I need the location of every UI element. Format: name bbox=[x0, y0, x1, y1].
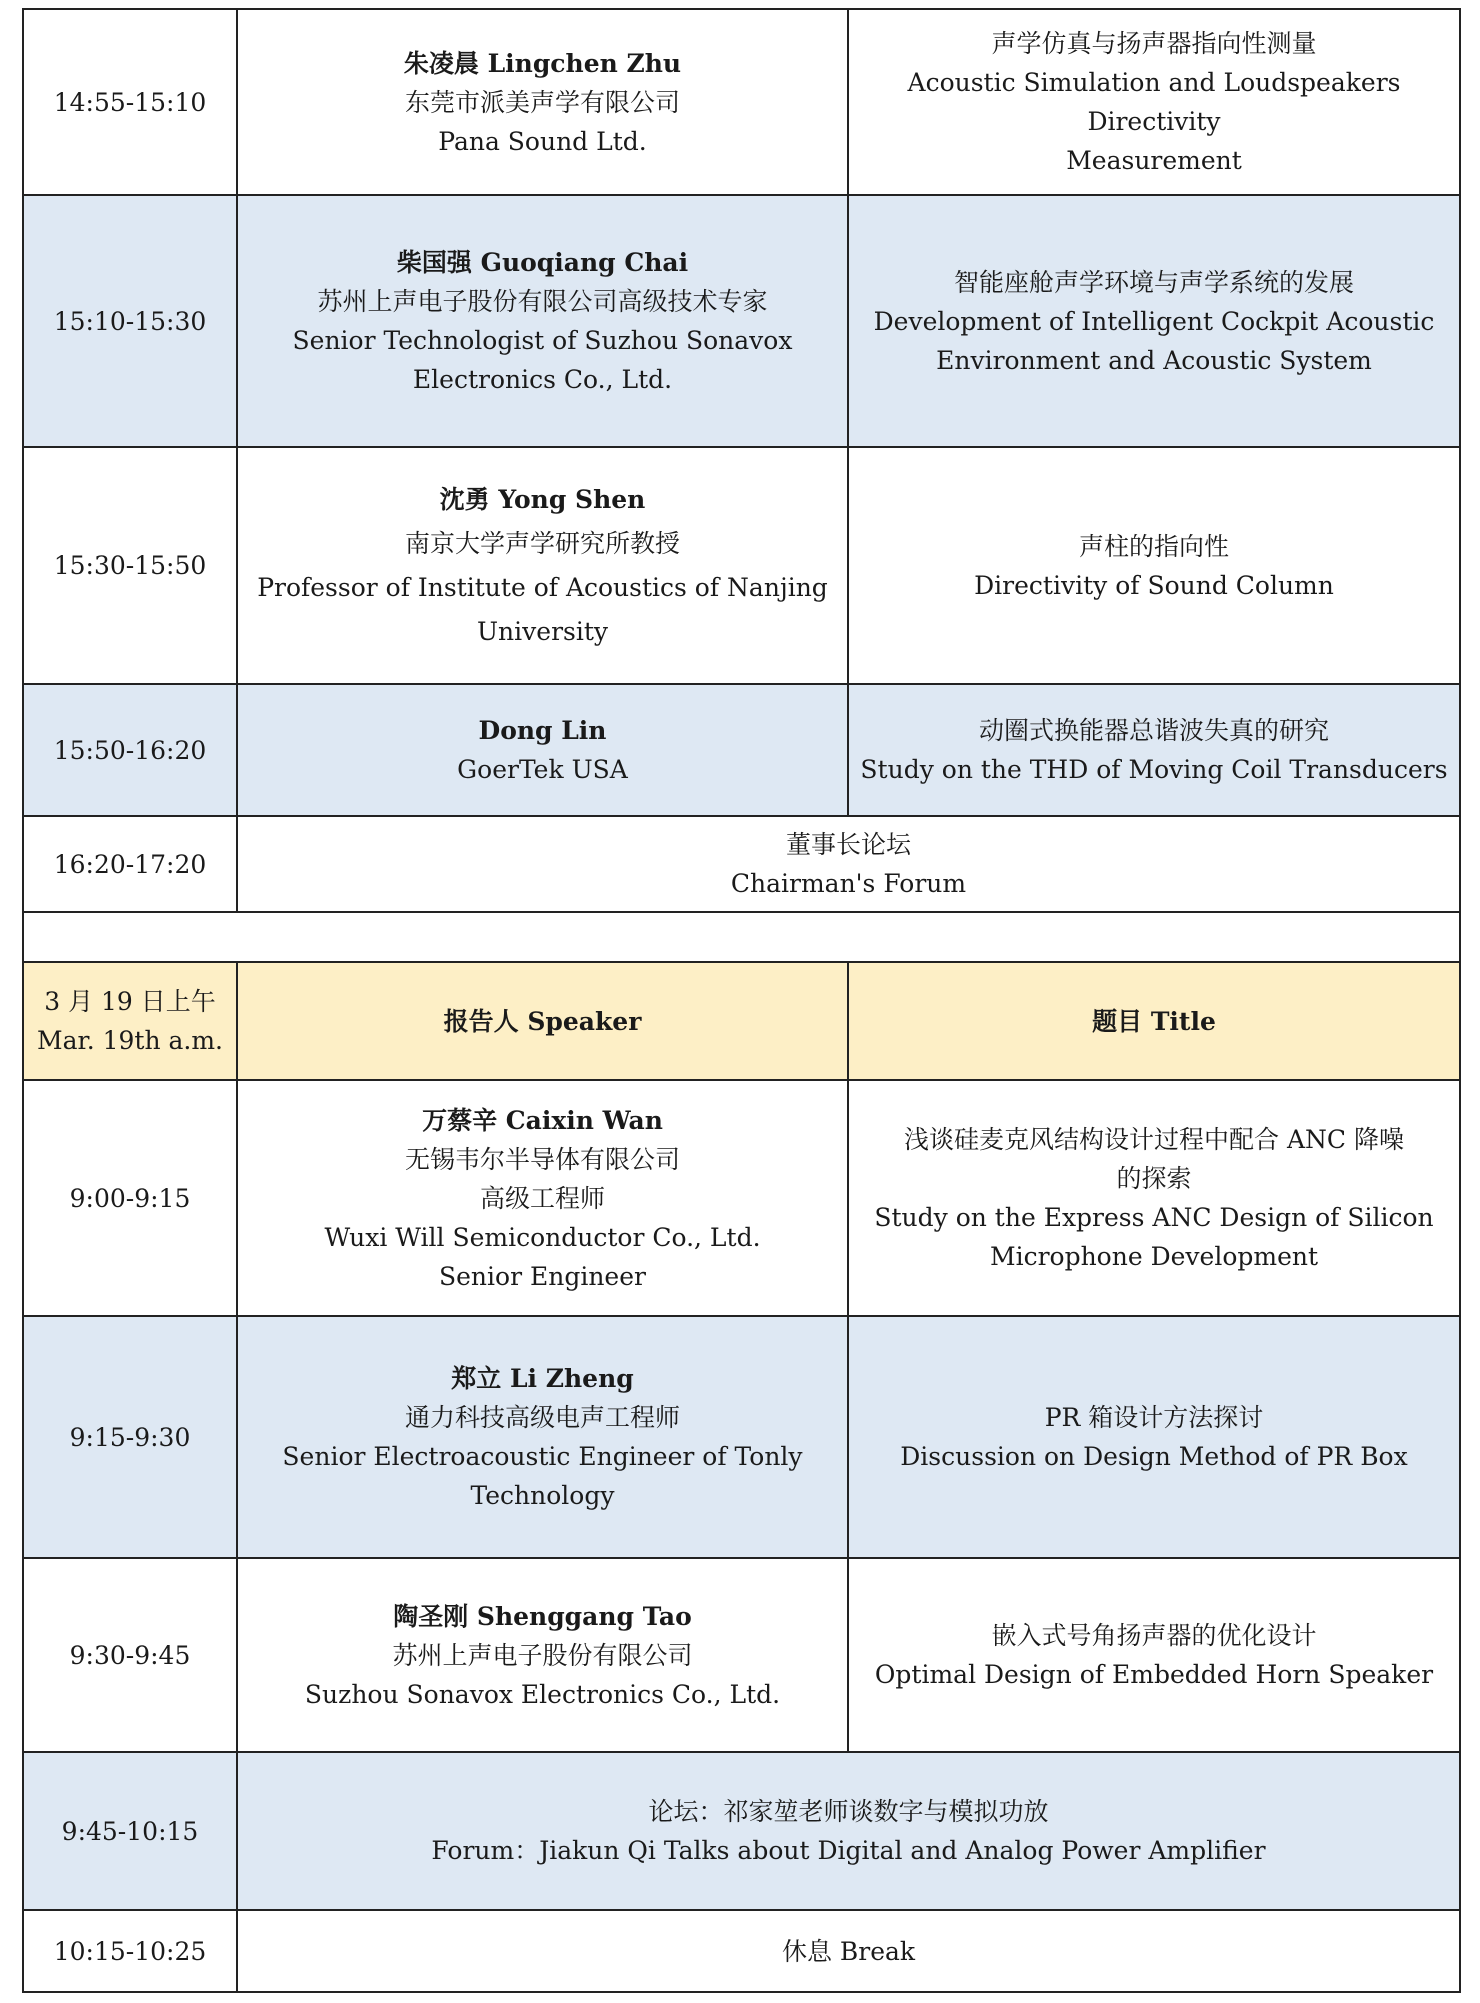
time-cell: 16:20-17:20 bbox=[23, 816, 237, 912]
forum-cell bbox=[237, 1752, 1460, 1910]
title-cell bbox=[848, 684, 1460, 816]
table-row bbox=[23, 684, 1460, 816]
forum-row bbox=[23, 1752, 1460, 1910]
forum-title-en: Forum：Jiakun Qi Talks about Digital and Analog Power Amplifier bbox=[431, 1836, 1266, 1865]
schedule-table bbox=[22, 8, 1461, 1993]
time-cell: 9:00-9:15 bbox=[23, 1080, 237, 1316]
speaker-affiliation: 南京大学声学研究所教授 bbox=[404, 528, 680, 558]
talk-title-en: Optimal Design of Embedded Horn Speaker bbox=[874, 1660, 1434, 1689]
talk-title-en: Acoustic Simulation and Loudspeakers Directivity bbox=[907, 68, 1401, 136]
time-cell: 15:10-15:30 bbox=[23, 195, 237, 447]
title-cell bbox=[848, 1558, 1460, 1752]
speaker-affiliation-en: Pana Sound Ltd. bbox=[438, 126, 647, 156]
speaker-affiliation: 苏州上声电子股份有限公司高级技术专家 bbox=[317, 287, 768, 316]
speaker-affiliation-en-cont: Technology bbox=[470, 1481, 615, 1510]
table-row bbox=[23, 447, 1460, 684]
talk-title-cn: 智能座舱声学环境与声学系统的发展 bbox=[953, 267, 1354, 297]
title-cell bbox=[848, 9, 1460, 195]
spacer-row bbox=[23, 912, 1460, 962]
date-en: Mar. 19th a.m. bbox=[36, 1026, 223, 1055]
title-header: 题目 Title bbox=[848, 962, 1460, 1080]
speaker-name: 朱凌晨 Lingchen Zhu bbox=[403, 48, 682, 78]
date-cell bbox=[23, 962, 237, 1080]
break-cell: 休息 Break bbox=[237, 1910, 1460, 1992]
talk-title-en-cont: Environment and Acoustic System bbox=[936, 345, 1372, 375]
title-cell bbox=[848, 1316, 1460, 1558]
speaker-cell bbox=[237, 684, 848, 816]
time-cell: 14:55-15:10 bbox=[23, 9, 237, 195]
speaker-affiliation-en-cont: Electronics Co., Ltd. bbox=[412, 365, 673, 394]
speaker-name: 沈勇 Yong Shen bbox=[439, 484, 646, 514]
speaker-affiliation: 无锡韦尔半导体有限公司 bbox=[404, 1144, 680, 1174]
forum-title-cn: 论坛：祁家堃老师谈数字与模拟功放 bbox=[648, 1797, 1049, 1826]
date-cn: 3 月 19 日上午 bbox=[44, 987, 216, 1016]
speaker-cell bbox=[237, 1558, 848, 1752]
speaker-name: 陶圣刚 Shenggang Tao bbox=[393, 1601, 692, 1631]
speaker-affiliation: 东莞市派美声学有限公司 bbox=[404, 87, 680, 117]
speaker-name: 郑立 Li Zheng bbox=[451, 1364, 634, 1393]
break-row bbox=[23, 1910, 1460, 1992]
talk-title-cn: 声柱的指向性 bbox=[1078, 531, 1229, 561]
speaker-position-en: Senior Engineer bbox=[439, 1261, 646, 1291]
speaker-cell bbox=[237, 195, 848, 447]
time-cell: 9:45-10:15 bbox=[23, 1752, 237, 1910]
talk-title-cn: 嵌入式号角扬声器的优化设计 bbox=[991, 1621, 1317, 1650]
speaker-name: Dong Lin bbox=[478, 716, 607, 745]
speaker-affiliation: 苏州上声电子股份有限公司 bbox=[392, 1640, 693, 1670]
speaker-position: 高级工程师 bbox=[479, 1183, 605, 1213]
table-row bbox=[23, 1558, 1460, 1752]
speaker-affiliation-en: Senior Technologist of Suzhou Sonavox bbox=[292, 326, 793, 355]
speaker-affiliation-en: Suzhou Sonavox Electronics Co., Ltd. bbox=[304, 1679, 781, 1709]
forum-title-cn: 董事长论坛 bbox=[785, 830, 911, 859]
talk-title-cn-cont: 的探索 bbox=[1116, 1164, 1192, 1193]
talk-title-en: Development of Intelligent Cockpit Acoustic bbox=[873, 306, 1435, 336]
speaker-name: 万蔡辛 Caixin Wan bbox=[422, 1105, 663, 1135]
talk-title-cn: 动圈式换能器总谐波失真的研究 bbox=[978, 716, 1329, 745]
talk-title-en: Directivity of Sound Column bbox=[974, 570, 1334, 600]
speaker-affiliation-en: Professor of Institute of Acoustics of Nanjing bbox=[257, 572, 828, 602]
speaker-affiliation: GoerTek USA bbox=[457, 755, 628, 784]
title-cell bbox=[848, 447, 1460, 684]
speaker-affiliation-en-cont: University bbox=[476, 616, 609, 646]
table-row bbox=[23, 1080, 1460, 1316]
time-cell: 15:50-16:20 bbox=[23, 684, 237, 816]
table-row bbox=[23, 9, 1460, 195]
speaker-cell bbox=[237, 447, 848, 684]
speaker-header: 报告人 Speaker bbox=[237, 962, 848, 1080]
header-row bbox=[23, 962, 1460, 1080]
speaker-cell bbox=[237, 9, 848, 195]
talk-title-en: Study on the THD of Moving Coil Transducers bbox=[860, 755, 1448, 784]
talk-title-en: Study on the Express ANC Design of Silicon bbox=[874, 1203, 1434, 1232]
table-row bbox=[23, 195, 1460, 447]
time-cell: 9:30-9:45 bbox=[23, 1558, 237, 1752]
time-cell: 10:15-10:25 bbox=[23, 1910, 237, 1992]
table-row bbox=[23, 1316, 1460, 1558]
talk-title-en: Discussion on Design Method of PR Box bbox=[900, 1442, 1408, 1471]
time-cell: 9:15-9:30 bbox=[23, 1316, 237, 1558]
spacer-cell bbox=[23, 912, 1460, 962]
forum-title-en: Chairman's Forum bbox=[730, 869, 967, 898]
speaker-affiliation-en: Wuxi Will Semiconductor Co., Ltd. bbox=[324, 1222, 761, 1252]
speaker-cell bbox=[237, 1080, 848, 1316]
talk-title-en-cont: Measurement bbox=[1066, 146, 1242, 175]
talk-title-en-cont: Microphone Development bbox=[989, 1242, 1319, 1271]
forum-cell bbox=[237, 816, 1460, 912]
talk-title-cn: PR 箱设计方法探讨 bbox=[1044, 1403, 1264, 1432]
speaker-cell bbox=[237, 1316, 848, 1558]
speaker-affiliation: 通力科技高级电声工程师 bbox=[404, 1403, 680, 1432]
talk-title-cn: 浅谈硅麦克风结构设计过程中配合 ANC 降噪 bbox=[904, 1125, 1404, 1154]
speaker-affiliation-en: Senior Electroacoustic Engineer of Tonly bbox=[282, 1442, 803, 1471]
title-cell bbox=[848, 195, 1460, 447]
speaker-name: 柴国强 Guoqiang Chai bbox=[396, 248, 689, 277]
title-cell bbox=[848, 1080, 1460, 1316]
time-cell: 15:30-15:50 bbox=[23, 447, 237, 684]
forum-row bbox=[23, 816, 1460, 912]
talk-title-cn: 声学仿真与扬声器指向性测量 bbox=[991, 29, 1317, 58]
